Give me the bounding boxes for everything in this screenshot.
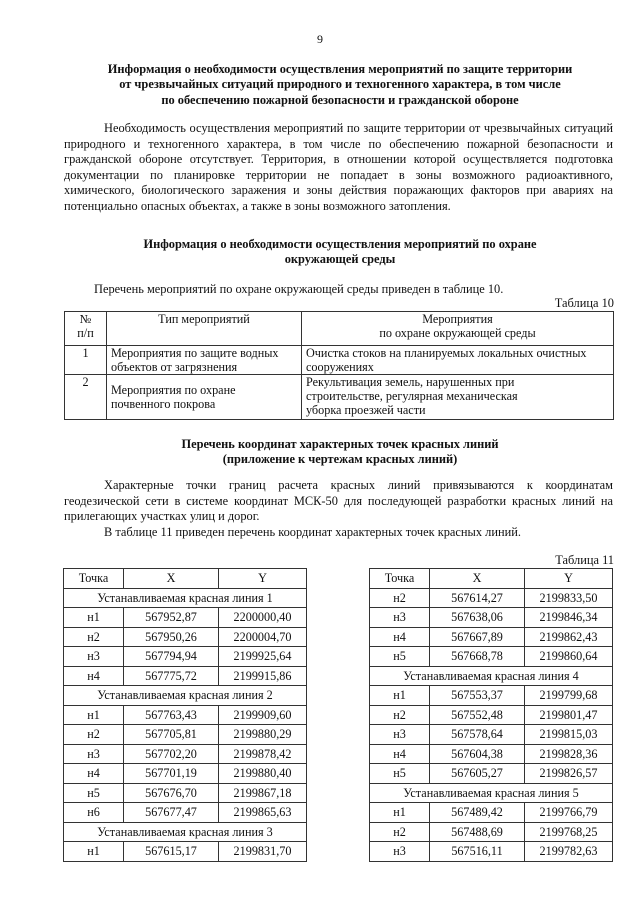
table-row [64,666,307,686]
cell-point: н4 [64,666,124,686]
header-num-line1: № [79,312,92,326]
header-point: Точка [370,569,430,589]
header-y: Y [219,569,307,589]
cell-y: 2199833,50 [525,588,613,608]
cell-x: 567604,38 [430,744,525,764]
cell-y: 2199846,34 [525,608,613,628]
cell-point: н1 [64,705,124,725]
table-row [64,764,307,784]
section-heading-emergency [60,62,620,108]
group-label: Устанавливаемая красная линия 1 [64,588,307,608]
cell-type: Мероприятия по охране почвенного покрова [107,375,302,420]
group-row [370,783,613,803]
cell-x: 567775,72 [124,666,219,686]
cell-x: 567677,47 [124,803,219,823]
cell-x: 567615,17 [124,842,219,862]
cell-x: 567950,26 [124,627,219,647]
cell-measures: Рекультивация земель, нарушенных при строительстве, регулярная механическая уборка проезжей части [302,375,614,420]
table-row [64,705,307,725]
cell-y: 2199768,25 [525,822,613,842]
cell-x: 567578,64 [430,725,525,745]
cell-x: 567794,94 [124,647,219,667]
coordinates-table-right [369,568,613,862]
heading-line: Перечень координат характерных точек красных линий [181,437,499,451]
cell-y: 2199801,47 [525,705,613,725]
cell-x: 567702,20 [124,744,219,764]
table-row [370,647,613,667]
table-row [370,686,613,706]
cell-point: н5 [370,647,430,667]
cell-x: 567705,81 [124,725,219,745]
cell-type: Мероприятия по защите водных объектов от загрязнения [107,346,302,375]
header-type: Тип мероприятий [107,312,302,346]
page-number: 9 [317,32,323,46]
table-row [370,725,613,745]
cell-point: н5 [64,783,124,803]
heading-line: (приложение к чертежам красных линий) [222,452,458,467]
table-row [64,627,307,647]
table11-intro: В таблице 11 приведен перечень координат характерных точек красных линий. [104,525,521,539]
paragraph-text: Характерные точки границ расчета красных линий привязываются к координатам геодезической сети в системе координат МСК-50 для последующей разработки красных линий на прилегающих участках улиц и дорог. [64,478,613,524]
header-num-line2: п/п [77,326,94,340]
cell-x: 567516,11 [430,842,525,862]
table-row [370,588,613,608]
cell-point: н4 [64,764,124,784]
group-row [64,822,307,842]
cell-x: 567676,70 [124,783,219,803]
table-row [64,725,307,745]
cell-x: 567668,78 [430,647,525,667]
heading-line: Информация о необходимости осуществления мероприятий по защите территории [107,62,573,76]
table-row [370,822,613,842]
table-header-row [65,312,614,346]
table-header-row [370,569,613,589]
cell-y: 2200000,40 [219,608,307,628]
cell-y: 2199925,64 [219,647,307,667]
cell-point: н6 [64,803,124,823]
table-row [370,744,613,764]
coordinates-table-left [63,568,307,862]
cell-y: 2199909,60 [219,705,307,725]
cell-point: н1 [370,803,430,823]
cell-y: 2199799,68 [525,686,613,706]
cell-y: 2199828,36 [525,744,613,764]
cell-point: н1 [64,842,124,862]
cell-y: 2199860,64 [525,647,613,667]
section-heading-red-lines [60,437,620,468]
cell-point: н2 [370,705,430,725]
cell-point: н3 [64,647,124,667]
heading-line: по обеспечению пожарной безопасности и гражданской обороне [161,92,519,107]
cell-x: 567638,06 [430,608,525,628]
header-measures-line1: Мероприятия [422,312,493,326]
cell-point: н4 [370,627,430,647]
cell-x: 567701,19 [124,764,219,784]
paragraph-red-lines [64,478,613,525]
group-row [64,686,307,706]
cell-y: 2199862,43 [525,627,613,647]
cell-x: 567489,42 [430,803,525,823]
cell-y: 2199880,40 [219,764,307,784]
cell-point: н2 [64,627,124,647]
group-label: Устанавливаемая красная линия 4 [370,666,613,686]
group-label: Устанавливаемая красная линия 3 [64,822,307,842]
cell-num: 1 [65,346,107,375]
cell-measures: Очистка стоков на планируемых локальных очистных сооружениях [302,346,614,375]
cell-point: н1 [64,608,124,628]
table-row [370,627,613,647]
cell-point: н2 [64,725,124,745]
cell-y: 2199878,42 [219,744,307,764]
table-row [65,375,614,420]
cell-y: 2199826,57 [525,764,613,784]
header-y: Y [525,569,613,589]
cell-point: н1 [370,686,430,706]
cell-y: 2199867,18 [219,783,307,803]
table-row [64,783,307,803]
table-row [64,803,307,823]
header-num [65,312,107,346]
group-row [64,588,307,608]
group-row [370,666,613,686]
cell-point: н4 [370,744,430,764]
table-row [65,346,614,375]
cell-x: 567763,43 [124,705,219,725]
table-row [370,608,613,628]
header-point: Точка [64,569,124,589]
header-x: X [430,569,525,589]
cell-y: 2199865,63 [219,803,307,823]
table-header-row [64,569,307,589]
heading-line: Информация о необходимости осуществления мероприятий по охране [143,237,537,251]
cell-y: 2199815,03 [525,725,613,745]
cell-y: 2200004,70 [219,627,307,647]
table-row [370,842,613,862]
table-row [370,764,613,784]
section-heading-environment [60,237,620,268]
cell-point: н2 [370,588,430,608]
heading-line: от чрезвычайных ситуаций природного и техногенного характера, в том числе [119,77,561,92]
cell-y: 2199766,79 [525,803,613,823]
table11-caption: Таблица 11 [555,553,614,567]
table10-caption: Таблица 10 [554,296,614,310]
cell-x: 567605,27 [430,764,525,784]
table10-intro: Перечень мероприятий по охране окружающей среды приведен в таблице 10. [94,282,504,296]
cell-point: н3 [370,725,430,745]
heading-line: окружающей среды [284,252,396,267]
cell-y: 2199880,29 [219,725,307,745]
table-row [370,705,613,725]
group-label: Устанавливаемая красная линия 5 [370,783,613,803]
cell-y: 2199831,70 [219,842,307,862]
table-row [370,803,613,823]
cell-x: 567552,48 [430,705,525,725]
header-x: X [124,569,219,589]
cell-point: н2 [370,822,430,842]
paragraph-emergency [64,121,613,215]
table-row [64,842,307,862]
cell-point: н5 [370,764,430,784]
table-row [64,647,307,667]
cell-point: н3 [64,744,124,764]
header-measures [302,312,614,346]
paragraph-text: Необходимость осуществления мероприятий по защите территории от чрезвычайных ситуаций природного и техногенного характера, в том числе по обеспечению пожарной безопасности и гражданской обороне отсутствует. Территория, в отношении которой осуществляется подготовка документации по планировке территории не попадает в зоны возможного радиоактивного, химического, биологического заражения и зоны действия поражающих факторов при авариях на потенциально опасных объектах, а также в зоны возможного затопления. [64,121,613,213]
cell-point: н3 [370,842,430,862]
cell-y: 2199915,86 [219,666,307,686]
cell-point: н3 [370,608,430,628]
header-measures-line2: по охране окружающей среды [379,326,536,340]
cell-x: 567667,89 [430,627,525,647]
table-row [64,608,307,628]
group-label: Устанавливаемая красная линия 2 [64,686,307,706]
cell-y: 2199782,63 [525,842,613,862]
cell-x: 567952,87 [124,608,219,628]
table-10 [64,311,614,420]
cell-x: 567488,69 [430,822,525,842]
cell-num: 2 [65,375,107,420]
cell-x: 567614,27 [430,588,525,608]
table-row [64,744,307,764]
cell-x: 567553,37 [430,686,525,706]
